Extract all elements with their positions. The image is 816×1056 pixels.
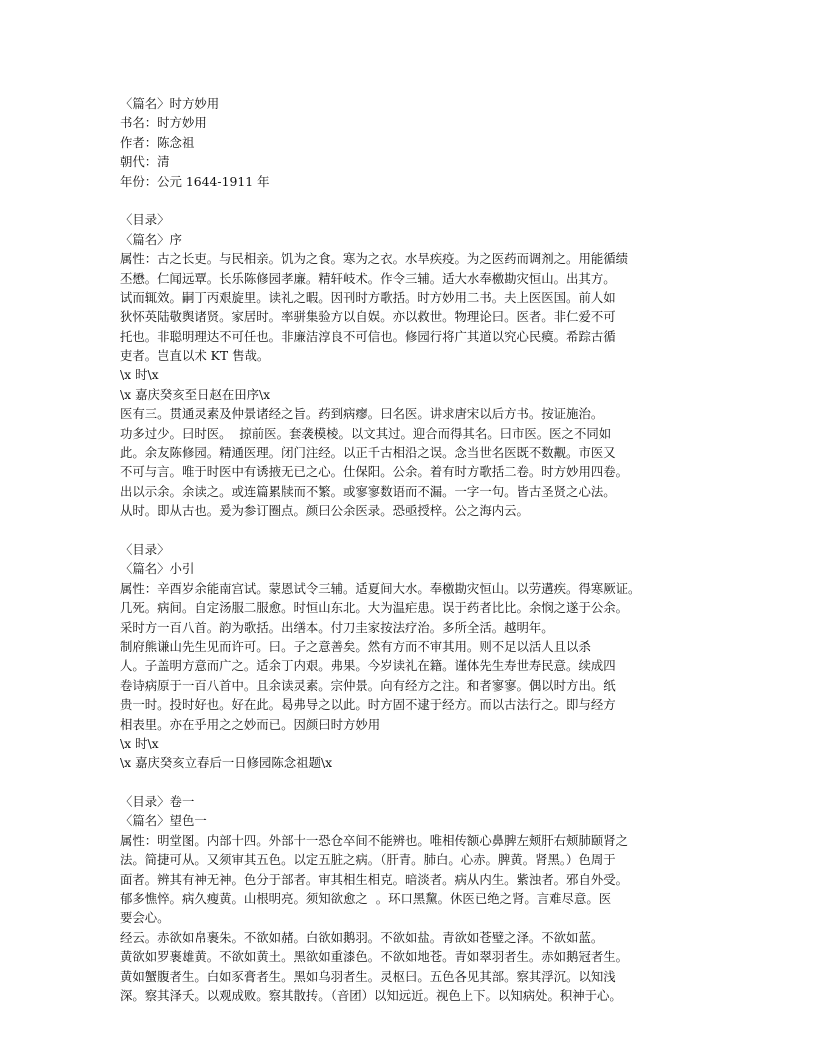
text-line: 从时。即从古也。爰为参订圈点。颜曰公余医录。恐亟授梓。公之海内云。 bbox=[120, 503, 529, 519]
header-chapter-title: 〈篇名〉时方妙用 bbox=[120, 96, 220, 111]
header-block bbox=[120, 94, 720, 191]
text-line: 医有三。贯通灵素及仲景诸经之旨。药到病瘳。曰名医。讲求唐宋以后方书。按证施治。 bbox=[120, 406, 604, 422]
text-line: 〈目录〉 bbox=[120, 541, 170, 557]
text-line: 〈篇名〉序 bbox=[120, 231, 182, 247]
text-line: 几死。病间。自定汤服二服愈。时恒山东北。大为温疟患。误于药者比比。余悯之遂于公余。 bbox=[120, 600, 629, 616]
text-line: 〈篇名〉望色一 bbox=[120, 813, 207, 829]
text-line: 不可与言。唯于时医中有诱掖无已之心。仕保阳。公余。着有时方歌括二卷。时方妙用四卷。 bbox=[120, 464, 629, 480]
text-line: \x 嘉庆癸亥立春后一日修园陈念祖题\x bbox=[120, 755, 333, 771]
text-line: 黄欲如罗裹雄黄。不欲如黄土。黑欲如重漆色。不欲如地苍。青如翠羽者生。赤如鹅冠者生。 bbox=[120, 949, 629, 965]
text-line: \x 时\x bbox=[120, 367, 159, 383]
text-line: 〈目录〉 bbox=[120, 212, 170, 228]
text-line: 属性：辛酉岁余能南宫试。蒙恩试令三辅。适夏间大水。奉檄勘灾恒山。以劳遘疾。得寒厥证。 bbox=[120, 580, 641, 596]
text-line: 采时方一百八首。韵为歌括。出缮本。付刀圭家按法疗治。多所全活。越明年。 bbox=[120, 619, 554, 635]
section-separator bbox=[120, 773, 720, 792]
text-line: 人。子盖明方意而广之。适余丁内艰。弗果。今岁读礼在籍。谨体先生寿世寿民意。续成四 bbox=[120, 658, 616, 674]
text-line: 制府熊谦山先生见而许可。曰。子之意善矣。然有方而不审其用。则不足以活人且以杀 bbox=[120, 638, 591, 654]
text-line: 深。察其泽夭。以观成败。察其散抟。（音团）以知远近。视色上下。以知病处。积神于心。 bbox=[120, 987, 622, 1003]
text-line: 〈目录〉卷一 bbox=[120, 794, 195, 810]
text-line: 此。余友陈修园。精通医理。闭门注经。以正千古相沿之误。念当世名医既不数觏。市医又 bbox=[120, 445, 616, 461]
header-year: 年份：公元 1644-1911 年 bbox=[120, 173, 270, 189]
text-line: \x 时\x bbox=[120, 735, 159, 751]
text-line: 相表里。亦在乎用之之妙而已。因颜曰时方妙用 bbox=[120, 716, 381, 732]
sections-container bbox=[120, 191, 720, 1005]
text-line: 贵一时。投时好也。好在此。曷弗导之以此。时方固不逮于经方。而以古法行之。即与经方 bbox=[120, 697, 616, 713]
header-dynasty: 朝代：清 bbox=[120, 154, 170, 170]
text-line: 要会心。 bbox=[120, 910, 170, 926]
header-book-name: 书名：时方妙用 bbox=[120, 115, 207, 131]
text-line: 托也。非聪明理达不可任也。非廉洁淳良不可信也。修园行将广其道以究心民瘼。希踪古循 bbox=[120, 328, 616, 344]
text-line: 经云。赤欲如帛裹朱。不欲如赭。白欲如鹅羽。不欲如盐。青欲如苍璧之泽。不欲如蓝。 bbox=[120, 929, 604, 945]
header-author: 作者：陈念祖 bbox=[120, 134, 195, 150]
text-line: 属性：明堂图。内部十四。外部十一恐仓卒间不能辨也。唯相传额心鼻脾左颊肝右颊肺颐肾之 bbox=[120, 832, 629, 848]
section-separator bbox=[120, 521, 720, 540]
text-line: 〈篇名〉小引 bbox=[120, 561, 195, 577]
text-line: 吏者。岂直以术 KT 售哉。 bbox=[120, 348, 270, 364]
text-line: 功多过少。曰时医。 掠前医。套袭模棱。以文其过。迎合而得其名。曰市医。医之不同如 bbox=[120, 425, 612, 441]
text-line: 出以示余。余读之。或连篇累牍而不繁。或寥寥数语而不漏。一字一句。皆古圣贤之心法。 bbox=[120, 483, 616, 499]
text-line: 卷诗病原于一百八首中。且余读灵素。宗仲景。向有经方之注。和者寥寥。偶以时方出。纸 bbox=[120, 677, 616, 693]
text-line: \x 嘉庆癸亥至日赵在田序\x bbox=[120, 386, 271, 402]
text-line: 郁多憔悴。病久瘦黄。山根明亮。须知欲愈之 。环口黑黧。休医已绝之肾。言难尽意。医 bbox=[120, 891, 612, 907]
text-line: 黄如蟹腹者生。白如豕膏者生。黑如乌羽者生。灵枢曰。五色各见其部。察其浮沉。以知浅 bbox=[120, 968, 616, 984]
text-line: 丕懋。仁闻远覃。长乐陈修园孝廉。精轩岐术。作令三辅。适大水奉檄勘灾恒山。出其方。 bbox=[120, 270, 616, 286]
text-line: 属性：古之长吏。与民相亲。饥为之食。寒为之衣。水旱疾疫。为之医药而调剂之。用能循绩 bbox=[120, 251, 629, 267]
document-page bbox=[120, 94, 720, 1005]
text-line: 面者。辨其有神无神。色分于部者。审其相生相克。暗淡者。病从内生。紫浊者。邪自外受。 bbox=[120, 871, 629, 887]
section-1 bbox=[120, 210, 720, 520]
text-line: 试而辄效。嗣丁丙艰旋里。读礼之暇。因刊时方歌括。时方妙用二书。夫上医医国。前人如 bbox=[120, 289, 616, 305]
text-line: 法。简捷可从。又须审其五色。以定五脏之病。（肝青。肺白。心赤。脾黄。肾黑。）色周于 bbox=[120, 852, 616, 868]
text-line: 狄怀英陆敬舆诸贤。家居时。率骈集验方以自娱。亦以救世。物理论曰。医者。非仁爱不可 bbox=[120, 309, 616, 325]
section-3 bbox=[120, 792, 720, 1005]
section-separator bbox=[120, 191, 720, 210]
section-2 bbox=[120, 540, 720, 773]
